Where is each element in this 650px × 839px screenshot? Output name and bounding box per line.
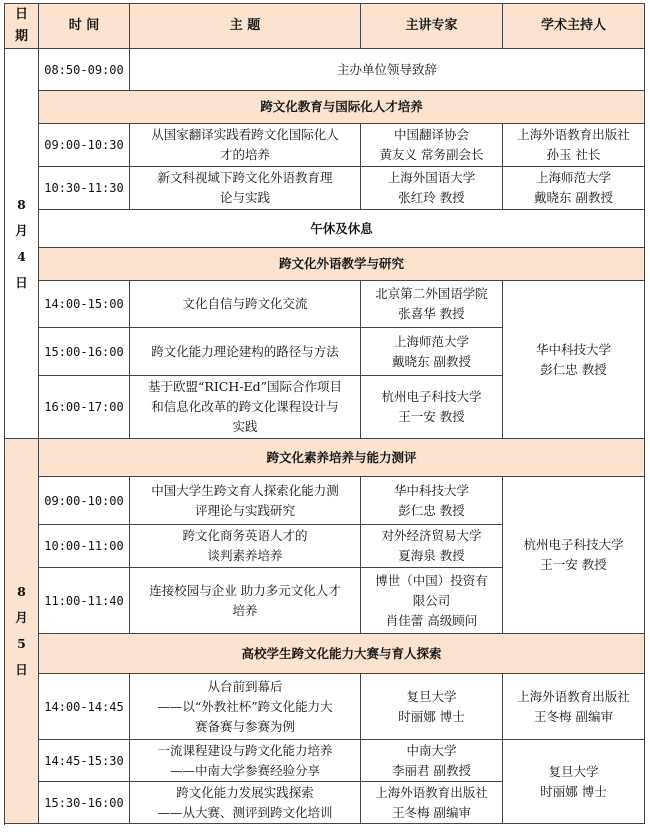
speaker-name: 王冬梅 副编审 xyxy=(392,804,471,820)
topic-line: 跨文化能力发展实践探索 xyxy=(176,784,314,800)
table-row xyxy=(5,477,645,525)
speaker-cell xyxy=(361,674,503,740)
host-cell xyxy=(503,674,645,740)
speaker-affiliation: 博世（中国）投资有 xyxy=(375,572,488,588)
speaker-name: 时丽娜 博士 xyxy=(398,708,465,724)
time-cell: 09:00-10:30 xyxy=(39,124,130,167)
host-cell xyxy=(503,740,645,824)
break-row xyxy=(5,210,645,248)
topic-line: 从国家翻译实践看跨文化国际化人 xyxy=(151,127,339,142)
topic-line: 谈判素养培养 xyxy=(207,548,283,563)
topic-line: 赛备赛与参赛为例 xyxy=(194,718,295,734)
topic-cell xyxy=(130,376,361,439)
topic-line: 才的培养 xyxy=(219,147,270,162)
opening-remarks: 主办单位领导致辞 xyxy=(130,49,645,91)
topic-line: ——从大赛、测评到跨文化培训 xyxy=(157,804,333,820)
topic-line: 跨文化商务英语人才的 xyxy=(182,528,308,543)
table-row xyxy=(5,124,645,167)
host-cell xyxy=(503,477,645,634)
host-affiliation: 华中科技大学 xyxy=(535,341,611,357)
topic-line: 评理论与实践研究 xyxy=(194,502,295,518)
speaker-cell xyxy=(361,281,503,328)
topic-line: 实践 xyxy=(232,419,258,434)
topic-line: 中国大学生跨文育人探索化能力测 xyxy=(151,482,339,498)
header-host: 学术主持人 xyxy=(503,4,645,49)
topic-line: ——中南大学参赛经验分享 xyxy=(169,762,320,778)
host-cell xyxy=(503,281,645,439)
speaker-affiliation: 上海外国语大学 xyxy=(387,170,476,185)
speaker-affiliation: 北京第二外国语学院 xyxy=(375,286,488,301)
section-title: 跨文化素养培养与能力测评 xyxy=(39,439,645,477)
table-row xyxy=(5,49,645,91)
section-title: 跨文化外语教学与研究 xyxy=(39,248,645,281)
speaker-name: 夏海泉 教授 xyxy=(398,548,465,563)
section-title: 跨文化教育与国际化人才培养 xyxy=(39,91,645,124)
topic-line: 跨文化能力理论建构的路径与方法 xyxy=(151,343,339,359)
host-name: 孙玉 社长 xyxy=(546,147,601,162)
topic-cell xyxy=(130,674,361,740)
host-cell xyxy=(503,124,645,167)
host-name: 戴晓东 副教授 xyxy=(534,190,613,205)
time-cell: 09:00-10:00 xyxy=(39,477,130,525)
speaker-cell xyxy=(361,568,503,634)
topic-line: 从台前到幕后 xyxy=(207,678,283,694)
date-cell-day2: 8 月 5 日 xyxy=(5,439,39,824)
speaker-cell xyxy=(361,328,503,376)
speaker-name: 张喜华 教授 xyxy=(398,306,465,321)
header-speaker: 主讲专家 xyxy=(361,4,503,49)
speaker-cell xyxy=(361,124,503,167)
table-row xyxy=(5,674,645,740)
speaker-name: 彭仁忠 教授 xyxy=(398,502,465,518)
section-row xyxy=(5,91,645,124)
topic-line: 论与实践 xyxy=(219,190,270,205)
host-affiliation: 上海外语教育出版社 xyxy=(517,127,630,142)
topic-cell xyxy=(130,740,361,782)
lunch-break: 午休及休息 xyxy=(39,210,645,248)
speaker-affiliation: 上海外语教育出版社 xyxy=(375,784,488,800)
host-name: 彭仁忠 教授 xyxy=(540,361,607,377)
header-time: 时 间 xyxy=(39,4,130,49)
table-row xyxy=(5,740,645,782)
speaker-name: 张红玲 教授 xyxy=(398,190,465,205)
time-cell: 10:30-11:30 xyxy=(39,167,130,210)
topic-cell xyxy=(130,525,361,568)
date-cell-day1: 8 月 4 日 xyxy=(5,49,39,439)
speaker-name: 肖佳蕾 高级顾问 xyxy=(385,612,478,628)
host-affiliation: 上海外语教育出版社 xyxy=(517,688,630,704)
speaker-name: 戴晓东 副教授 xyxy=(392,353,471,369)
host-affiliation: 杭州电子科技大学 xyxy=(523,537,624,552)
topic-line: 连接校园与企业 助力多元文化人才 xyxy=(149,582,341,598)
time-cell: 15:00-16:00 xyxy=(39,328,130,376)
time-cell: 14:00-15:00 xyxy=(39,281,130,328)
speaker-affiliation: 杭州电子科技大学 xyxy=(381,389,482,404)
host-name: 王一安 教授 xyxy=(540,557,607,572)
topic-line: 一流课程建设与跨文化能力培养 xyxy=(157,742,333,758)
host-affiliation: 上海师范大学 xyxy=(535,170,611,185)
time-cell: 15:30-16:00 xyxy=(39,782,130,824)
section-row xyxy=(5,439,645,477)
table-row xyxy=(5,167,645,210)
header-topic: 主 题 xyxy=(130,4,361,49)
section-title: 高校学生跨文化能力大赛与育人探索 xyxy=(39,634,645,674)
topic-cell xyxy=(130,782,361,824)
topic-line: 和信息化改革的跨文化课程设计与 xyxy=(151,399,339,414)
time-cell: 11:00-11:40 xyxy=(39,568,130,634)
schedule-table xyxy=(4,3,645,824)
topic-cell xyxy=(130,124,361,167)
speaker-name: 李丽君 副教授 xyxy=(392,762,471,778)
speaker-affiliation: 复旦大学 xyxy=(406,688,457,704)
time-cell: 08:50-09:00 xyxy=(39,49,130,91)
topic-line: 新文科视域下跨文化外语教育理 xyxy=(157,170,333,185)
topic-line: ——以“外教社杯”跨文化能力大 xyxy=(157,698,333,714)
speaker-name: 黄友义 常务副会长 xyxy=(379,147,484,162)
host-affiliation: 复旦大学 xyxy=(548,763,599,779)
speaker-affiliation: 中国翻译协会 xyxy=(393,127,469,142)
topic-cell xyxy=(130,281,361,328)
speaker-affiliation: 对外经济贸易大学 xyxy=(381,528,482,543)
speaker-affiliation: 中南大学 xyxy=(406,742,457,758)
speaker-affiliation: 限公司 xyxy=(412,592,451,608)
header-date: 日 期 xyxy=(5,4,39,49)
time-cell: 16:00-17:00 xyxy=(39,376,130,439)
topic-line: 文化自信与跨文化交流 xyxy=(182,296,308,311)
topic-cell xyxy=(130,167,361,210)
header-row xyxy=(5,4,645,49)
topic-line: 基于欧盟“RICH-Ed”国际合作项目 xyxy=(148,379,342,394)
section-row xyxy=(5,248,645,281)
speaker-cell xyxy=(361,376,503,439)
speaker-cell xyxy=(361,740,503,782)
speaker-affiliation: 上海师范大学 xyxy=(393,333,469,349)
time-cell: 14:45-15:30 xyxy=(39,740,130,782)
speaker-affiliation: 华中科技大学 xyxy=(393,482,469,498)
speaker-cell xyxy=(361,477,503,525)
topic-cell xyxy=(130,328,361,376)
host-cell xyxy=(503,167,645,210)
table-row xyxy=(5,281,645,328)
time-cell: 10:00-11:00 xyxy=(39,525,130,568)
time-cell: 14:00-14:45 xyxy=(39,674,130,740)
topic-cell xyxy=(130,568,361,634)
section-row xyxy=(5,634,645,674)
speaker-cell xyxy=(361,167,503,210)
host-name: 时丽娜 博士 xyxy=(540,783,607,799)
speaker-name: 王一安 教授 xyxy=(398,409,465,424)
topic-line: 培养 xyxy=(232,602,258,618)
speaker-cell xyxy=(361,525,503,568)
host-name: 王冬梅 副编审 xyxy=(534,708,613,724)
speaker-cell xyxy=(361,782,503,824)
topic-cell xyxy=(130,477,361,525)
